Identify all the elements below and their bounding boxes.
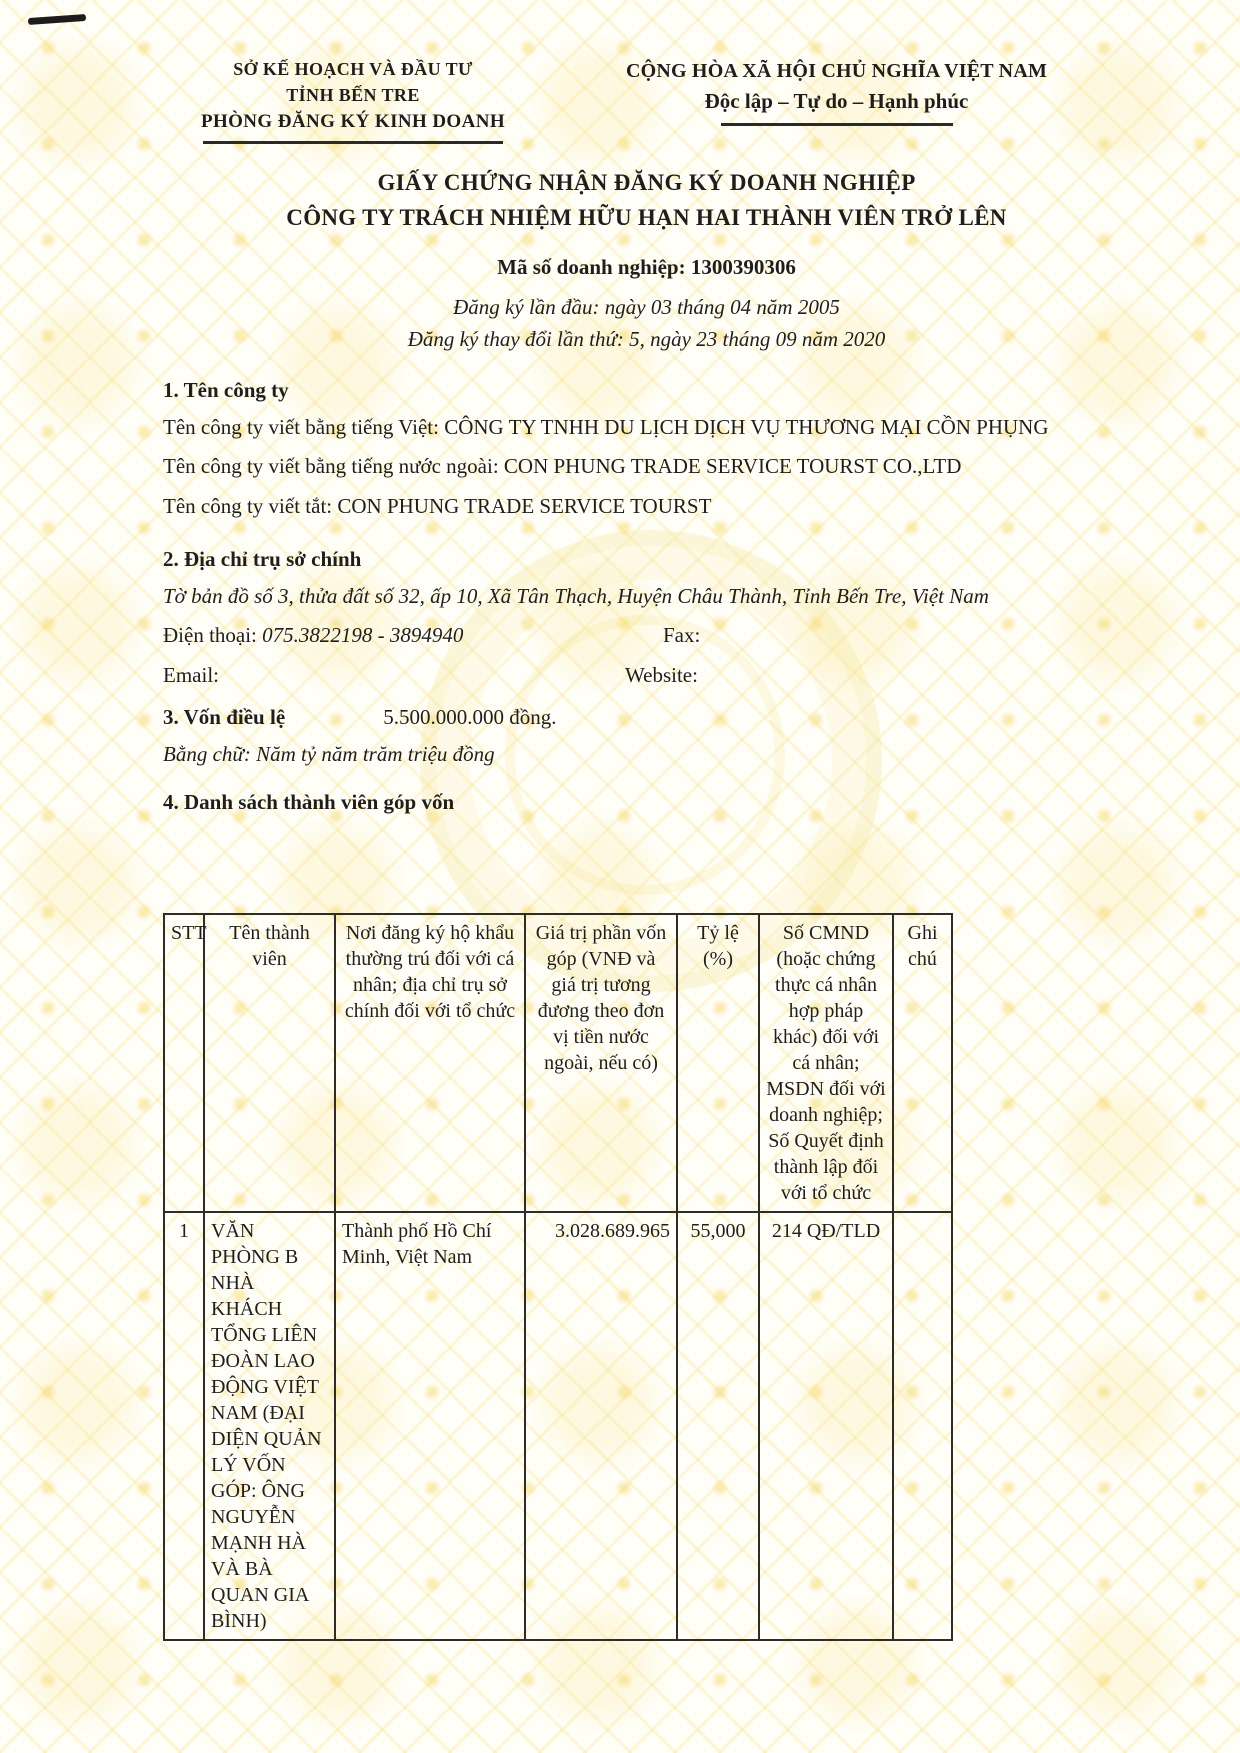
company-name-vietnamese xyxy=(163,413,1130,442)
phone-fax-row xyxy=(163,623,1130,651)
email-label: Email: xyxy=(163,663,219,688)
amendment-registration-date: Đăng ký thay đổi lần thứ: 5, ngày 23 tháng 09 năm 2020 xyxy=(407,326,886,351)
capital-contribution-table xyxy=(163,913,953,1641)
cell-percent: 55,000 xyxy=(677,1212,759,1640)
cell-id-number: 214 QĐ/TLD xyxy=(759,1212,893,1640)
col-header-member-name: Tên thành viên xyxy=(204,914,335,1212)
cell-note xyxy=(893,1212,952,1640)
charter-capital-row xyxy=(163,705,1130,730)
company-name-foreign xyxy=(163,452,1130,481)
company-type-title: CÔNG TY TRÁCH NHIỆM HỮU HẠN HAI THÀNH VIÊN TRỞ LÊN xyxy=(286,204,1007,230)
company-name-abbr-value: CON PHUNG TRADE SERVICE TOURST xyxy=(337,493,712,518)
fax-label: Fax: xyxy=(663,623,701,648)
issuer-underline xyxy=(203,141,503,144)
certificate-title: GIẤY CHỨNG NHẬN ĐĂNG KÝ DOANH NGHIỆP xyxy=(377,169,916,195)
cell-capital-value: 3.028.689.965 xyxy=(525,1212,677,1640)
col-header-percent: Tỷ lệ (%) xyxy=(677,914,759,1212)
title-block xyxy=(163,170,1130,352)
charter-capital-amount: 5.500.000.000 đồng. xyxy=(383,705,557,730)
col-header-note: Ghi chú xyxy=(893,914,952,1212)
col-header-stt: STT xyxy=(164,914,204,1212)
issuing-authority-block xyxy=(163,56,543,144)
phone-label: Điện thoại: xyxy=(163,623,257,648)
national-motto: Độc lập – Tự do – Hạnh phúc xyxy=(704,89,969,113)
section4-heading: 4. Danh sách thành viên góp vốn xyxy=(163,789,455,814)
charter-capital-in-words: Bằng chữ: Năm tỷ năm trăm triệu đồng xyxy=(163,742,495,767)
national-motto-block xyxy=(543,56,1130,126)
national-title: CỘNG HÒA XÃ HỘI CHỦ NGHĨA VIỆT NAM xyxy=(625,60,1048,82)
section3-heading: 3. Vốn điều lệ xyxy=(163,705,286,730)
email-website-row xyxy=(163,663,1130,691)
website-label: Website: xyxy=(625,663,698,688)
company-name-foreign-value: CON PHUNG TRADE SERVICE TOURST CO.,LTD xyxy=(503,454,962,479)
cell-member-name: VĂN PHÒNG B NHÀ KHÁCH TỔNG LIÊN ĐOÀN LAO ĐỘNG VIỆT NAM (ĐẠI DIỆN QUẢN LÝ VỐN GÓP: ÔNG NGUYỄN MẠNH HÀ VÀ BÀ QUAN GIA BÌNH) xyxy=(204,1212,335,1640)
company-name-vn-label: Tên công ty viết bằng tiếng Việt: xyxy=(163,414,439,439)
first-registration-date: Đăng ký lần đầu: ngày 03 tháng 04 năm 2005 xyxy=(453,294,840,319)
col-header-id-number: Số CMND (hoặc chứng thực cá nhân hợp pháp khác) đối với cá nhân; MSDN đối với doanh nghiệp; Số Quyết định thành lập đối với tổ chức xyxy=(759,914,893,1212)
phone-value: 075.3822198 - 3894940 xyxy=(262,623,464,648)
phone-line xyxy=(163,623,463,647)
head-office-address: Tờ bản đồ số 3, thửa đất số 32, ấp 10, Xã Tân Thạch, Huyện Châu Thành, Tỉnh Bến Tre, Việt Nam xyxy=(163,583,989,608)
table-row xyxy=(164,1212,952,1640)
col-header-capital-value: Giá trị phần vốn góp (VNĐ và giá trị tương đương theo đơn vị tiền nước ngoài, nếu có) xyxy=(525,914,677,1212)
issuer-province: TỈNH BẾN TRE xyxy=(286,85,420,106)
issuer-department: SỞ KẾ HOẠCH VÀ ĐẦU TƯ xyxy=(233,59,473,79)
cell-stt: 1 xyxy=(164,1212,204,1640)
section1-heading: 1. Tên công ty xyxy=(163,377,289,402)
motto-underline xyxy=(721,123,953,126)
col-header-residence: Nơi đăng ký hộ khẩu thường trú đối với cá nhân; địa chỉ trụ sở chính đối với tổ chức xyxy=(335,914,525,1212)
issuer-office: PHÒNG ĐĂNG KÝ KINH DOANH xyxy=(200,111,506,133)
company-name-foreign-label: Tên công ty viết bằng tiếng nước ngoài: xyxy=(163,454,499,479)
company-name-abbreviated xyxy=(163,492,1130,521)
cell-residence: Thành phố Hồ Chí Minh, Việt Nam xyxy=(335,1212,525,1640)
company-name-vn-value: CÔNG TY TNHH DU LỊCH DỊCH VỤ THƯƠNG MẠI CỒN PHỤNG xyxy=(444,414,1049,439)
company-name-abbr-label: Tên công ty viết tắt: xyxy=(163,493,333,518)
section2-heading: 2. Địa chỉ trụ sở chính xyxy=(163,546,362,571)
table-header-row xyxy=(164,914,952,1212)
document-header xyxy=(163,56,1130,144)
enterprise-code: Mã số doanh nghiệp: 1300390306 xyxy=(497,254,796,279)
